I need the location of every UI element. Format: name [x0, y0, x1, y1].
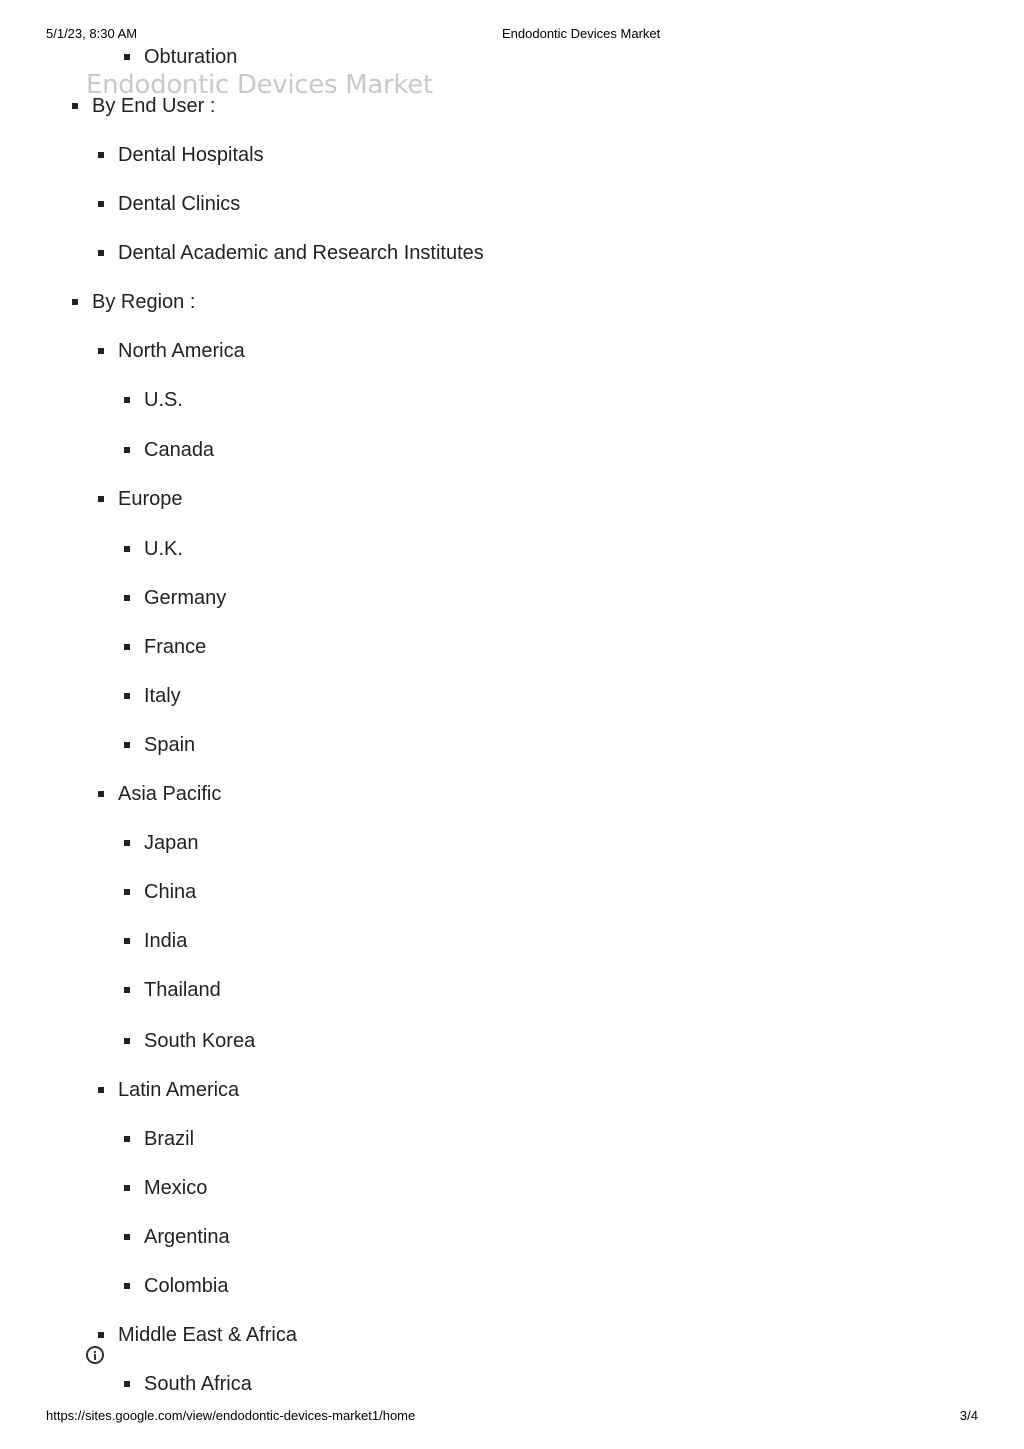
- list-item-label: Argentina: [144, 1226, 230, 1248]
- list-item: [144, 388, 183, 412]
- list-item-label: Dental Academic and Research Institutes: [118, 242, 484, 264]
- list-item-label: India: [144, 930, 188, 952]
- list-item: [144, 978, 221, 1002]
- list-item-label: France: [144, 636, 207, 658]
- list-item: [144, 586, 226, 610]
- bullet: [98, 791, 104, 797]
- list-item-label: South Africa: [144, 1373, 252, 1395]
- list-item-label: Middle East & Africa: [118, 1324, 297, 1346]
- bullet: [124, 742, 130, 748]
- bullet: [98, 1332, 104, 1338]
- bullet: [98, 201, 104, 207]
- list-item: [118, 487, 183, 511]
- list-item-label: North America: [118, 340, 245, 362]
- bullet: [124, 987, 130, 993]
- list-item: [118, 1323, 297, 1347]
- bullet: [124, 840, 130, 846]
- bullet: [98, 152, 104, 158]
- list-item-label: Brazil: [144, 1128, 195, 1150]
- bullet: [124, 693, 130, 699]
- print-footer-page-number: 3/4: [959, 1408, 978, 1423]
- list-item-label: Europe: [118, 488, 183, 510]
- list-item: [144, 438, 214, 462]
- bullet: [124, 938, 130, 944]
- list-item-label: By Region :: [92, 291, 196, 313]
- list-item: [118, 143, 264, 167]
- bullet: [98, 250, 104, 256]
- list-item-label: Dental Clinics: [118, 193, 241, 215]
- bullet: [124, 595, 130, 601]
- bullet: [124, 1185, 130, 1191]
- print-footer-url: https://sites.google.com/view/endodontic-devices-market1/home: [46, 1408, 416, 1423]
- list-item: [144, 929, 187, 953]
- list-item-label: Obturation: [144, 46, 238, 68]
- list-item-label: Colombia: [144, 1275, 229, 1297]
- bullet: [124, 1381, 130, 1387]
- list-item: [144, 45, 237, 69]
- bullet: [124, 1136, 130, 1142]
- list-item: [144, 880, 196, 904]
- list-item: [118, 192, 240, 216]
- list-item-label: Mexico: [144, 1177, 208, 1199]
- bullet: [72, 299, 78, 305]
- print-header-datetime: 5/1/23, 8:30 AM: [46, 26, 138, 41]
- bullet: [124, 397, 130, 403]
- bullet: [124, 644, 130, 650]
- list-item: [118, 782, 221, 806]
- list-item-label: Thailand: [144, 979, 221, 1001]
- list-item-label: Germany: [144, 587, 227, 609]
- list-item-label: Asia Pacific: [118, 783, 222, 805]
- info-circle-icon[interactable]: [86, 1346, 104, 1364]
- bullet: [124, 447, 130, 453]
- bullet: [124, 889, 130, 895]
- list-item: [118, 339, 245, 363]
- list-item: [118, 1078, 239, 1102]
- list-item: [144, 1372, 252, 1396]
- list-item-label: Spain: [144, 734, 196, 756]
- bullet: [124, 546, 130, 552]
- bullet: [98, 348, 104, 354]
- list-item: [92, 94, 215, 118]
- list-item: [144, 684, 181, 708]
- list-item-label: U.K.: [144, 538, 183, 560]
- list-item: [118, 241, 484, 265]
- list-item: [144, 635, 206, 659]
- list-item-label: Italy: [144, 685, 181, 707]
- bullet: [98, 1087, 104, 1093]
- list-item: [144, 1176, 207, 1200]
- list-item: [144, 537, 183, 561]
- list-item-label: By End User :: [92, 95, 216, 117]
- bullet: [98, 496, 104, 502]
- bullet: [72, 103, 78, 109]
- list-item: [144, 1225, 230, 1249]
- site-title[interactable]: Endodontic Devices Market: [86, 70, 433, 100]
- print-header-title: Endodontic Devices Market: [502, 26, 661, 41]
- list-item: [144, 1274, 228, 1298]
- list-item: [144, 1029, 255, 1053]
- list-item-label: Canada: [144, 439, 215, 461]
- list-item-label: China: [144, 881, 197, 903]
- bullet: [124, 1038, 130, 1044]
- list-item: [144, 733, 195, 757]
- list-item-label: U.S.: [144, 389, 183, 411]
- list-item-label: Japan: [144, 832, 199, 854]
- bullet: [124, 1234, 130, 1240]
- list-item-label: Latin America: [118, 1079, 240, 1101]
- bullet: [124, 1283, 130, 1289]
- list-item-label: South Korea: [144, 1030, 256, 1052]
- list-item: [92, 290, 195, 314]
- bullet: [124, 54, 130, 60]
- list-item: [144, 831, 199, 855]
- list-item: [144, 1127, 194, 1151]
- list-item-label: Dental Hospitals: [118, 144, 264, 166]
